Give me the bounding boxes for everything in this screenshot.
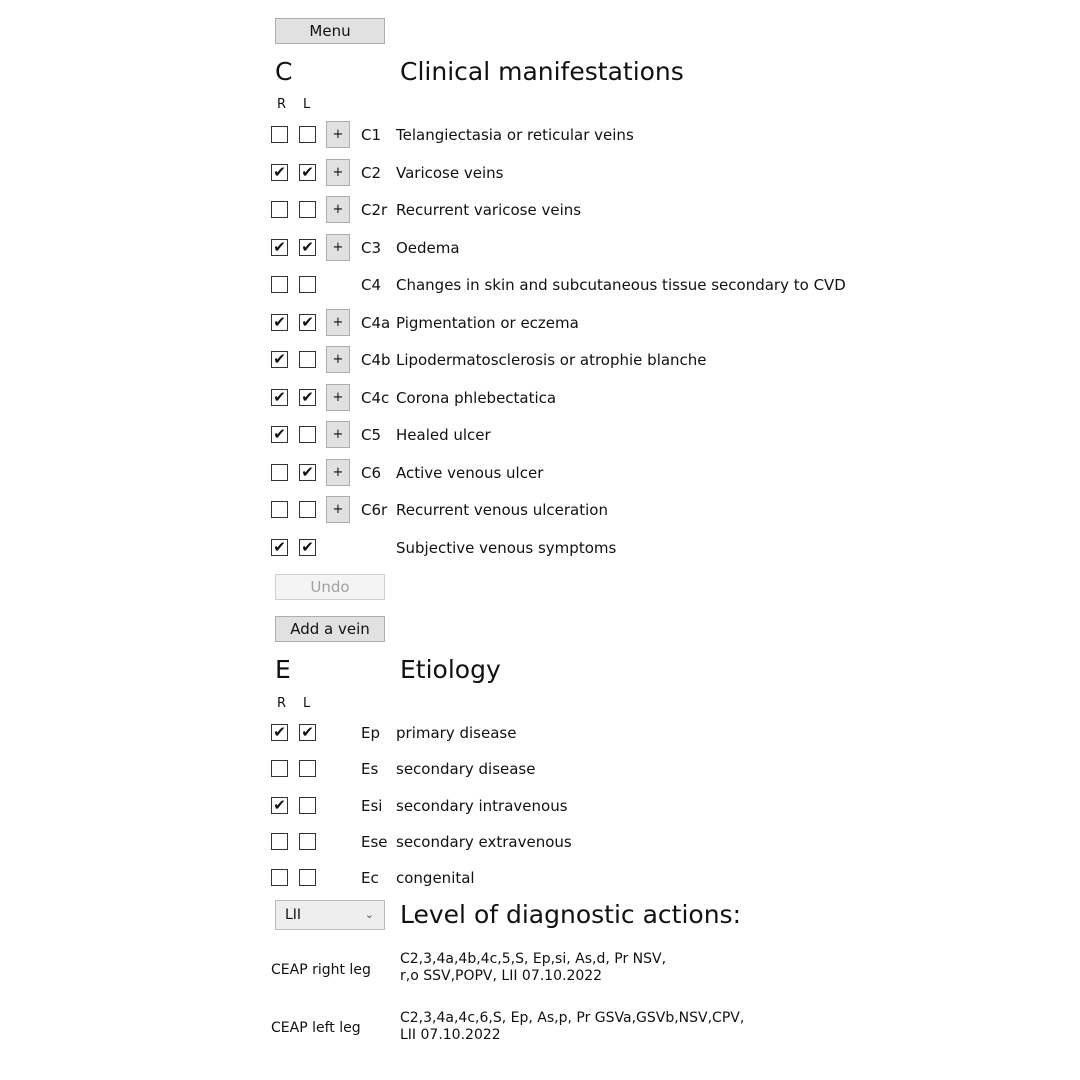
level-title: Level of diagnostic actions: bbox=[400, 900, 741, 929]
add-detail-button[interactable]: + bbox=[326, 121, 350, 148]
row-code: C4c bbox=[361, 388, 390, 407]
checkmark-icon: ✔ bbox=[273, 387, 286, 406]
checkmark-icon: ✔ bbox=[273, 350, 286, 368]
row-description: Changes in skin and subcutaneous tissue secondary to CVD bbox=[396, 276, 846, 294]
checkbox-left[interactable] bbox=[299, 276, 316, 293]
checkbox-left[interactable] bbox=[299, 501, 316, 518]
row-description: Subjective venous symptoms bbox=[396, 538, 617, 557]
checkbox-left[interactable] bbox=[299, 126, 316, 143]
checkmark-icon: ✔ bbox=[273, 425, 286, 443]
checkmark-icon: ✔ bbox=[301, 537, 314, 556]
checkbox-right[interactable] bbox=[271, 501, 288, 518]
etiology-title: Etiology bbox=[400, 655, 501, 684]
checkbox-right[interactable] bbox=[271, 539, 288, 556]
checkbox-right[interactable] bbox=[271, 126, 288, 143]
row-description: Recurrent varicose veins bbox=[396, 201, 582, 219]
checkmark-icon: ✔ bbox=[301, 723, 314, 741]
ceap-right-label: CEAP right leg bbox=[271, 962, 371, 978]
list-item bbox=[270, 237, 970, 261]
checkbox-left[interactable] bbox=[299, 201, 316, 218]
list-item bbox=[270, 349, 970, 373]
add-detail-button[interactable]: + bbox=[326, 346, 350, 373]
list-item bbox=[270, 758, 970, 782]
row-code: Ep bbox=[361, 724, 380, 742]
list-item bbox=[270, 124, 970, 148]
row-code: C2 bbox=[361, 163, 382, 182]
list-item bbox=[270, 795, 970, 819]
section-letter-c: C bbox=[275, 57, 293, 86]
add-vein-button[interactable]: Add a vein bbox=[275, 616, 385, 642]
checkmark-icon: ✔ bbox=[273, 723, 286, 741]
checkbox-left[interactable] bbox=[299, 314, 316, 331]
row-code: C6 bbox=[361, 463, 382, 482]
ceap-left-line-1: C2,3,4a,4c,6,S, Ep, As,p, Pr GSVa,GSVb,NSV,CPV, bbox=[400, 1010, 745, 1026]
row-code: Ec bbox=[361, 869, 379, 887]
row-description: secondary extravenous bbox=[396, 832, 572, 851]
checkbox-right[interactable] bbox=[271, 426, 288, 443]
ceap-left-line-2: LII 07.10.2022 bbox=[400, 1027, 501, 1043]
checkbox-left[interactable] bbox=[299, 724, 316, 741]
add-detail-button[interactable]: + bbox=[326, 384, 350, 411]
list-item bbox=[270, 831, 970, 855]
menu-button[interactable]: Menu bbox=[275, 18, 385, 44]
level-select-value: LII bbox=[285, 907, 302, 923]
list-item bbox=[270, 424, 970, 448]
checkbox-right[interactable] bbox=[271, 164, 288, 181]
row-code: C4b bbox=[361, 351, 391, 369]
add-detail-button[interactable]: + bbox=[326, 196, 350, 223]
list-item bbox=[270, 387, 970, 411]
checkmark-icon: ✔ bbox=[301, 162, 314, 181]
ceap-right-line-2: r,o SSV,POPV, LII 07.10.2022 bbox=[400, 968, 603, 984]
clinical-title: Clinical manifestations bbox=[400, 57, 684, 86]
checkmark-icon: ✔ bbox=[301, 462, 314, 481]
section-letter-e: E bbox=[275, 655, 291, 684]
checkmark-icon: ✔ bbox=[273, 162, 286, 181]
checkbox-left[interactable] bbox=[299, 164, 316, 181]
row-code: C3 bbox=[361, 238, 382, 257]
checkmark-icon: ✔ bbox=[273, 237, 286, 256]
checkbox-left[interactable] bbox=[299, 833, 316, 850]
checkbox-right[interactable] bbox=[271, 351, 288, 368]
checkmark-icon: ✔ bbox=[301, 237, 314, 256]
row-code: Ese bbox=[361, 832, 388, 851]
add-detail-button[interactable]: + bbox=[326, 496, 350, 523]
list-item bbox=[270, 199, 970, 223]
row-description: Corona phlebectatica bbox=[396, 388, 557, 407]
undo-button[interactable]: Undo bbox=[275, 574, 385, 600]
row-description: Oedema bbox=[396, 238, 460, 257]
add-detail-button[interactable]: + bbox=[326, 159, 350, 186]
checkbox-left[interactable] bbox=[299, 389, 316, 406]
add-detail-button[interactable]: + bbox=[326, 234, 350, 261]
row-description: Recurrent venous ulceration bbox=[396, 501, 608, 519]
add-detail-button[interactable]: + bbox=[326, 421, 350, 448]
list-item bbox=[270, 537, 970, 561]
list-item bbox=[270, 162, 970, 186]
row-description: Telangiectasia or reticular veins bbox=[396, 126, 634, 144]
col-l-label: L bbox=[303, 696, 311, 711]
checkbox-left[interactable] bbox=[299, 760, 316, 777]
row-description: Pigmentation or eczema bbox=[396, 313, 579, 332]
row-description: secondary disease bbox=[396, 760, 536, 779]
rl-header-clinical bbox=[277, 97, 329, 112]
col-r-label: R bbox=[277, 97, 287, 112]
row-code: C4a bbox=[361, 313, 391, 332]
checkbox-left[interactable] bbox=[299, 869, 316, 886]
checkbox-right[interactable] bbox=[271, 797, 288, 814]
list-item bbox=[270, 274, 970, 298]
chevron-down-icon: ⌄ bbox=[364, 908, 374, 921]
row-code: C5 bbox=[361, 426, 382, 444]
list-item bbox=[270, 462, 970, 486]
checkbox-right[interactable] bbox=[271, 760, 288, 777]
checkmark-icon: ✔ bbox=[301, 312, 314, 331]
checkbox-left[interactable] bbox=[299, 351, 316, 368]
ceap-right-line-1: C2,3,4a,4b,4c,5,S, Ep,si, As,d, Pr NSV, bbox=[400, 951, 667, 967]
row-description: primary disease bbox=[396, 724, 517, 742]
row-description: congenital bbox=[396, 869, 475, 887]
col-l-label: L bbox=[303, 97, 311, 112]
checkmark-icon: ✔ bbox=[273, 312, 286, 331]
checkbox-right[interactable] bbox=[271, 314, 288, 331]
row-code: Es bbox=[361, 760, 379, 779]
checkbox-right[interactable] bbox=[271, 464, 288, 481]
row-description: secondary intravenous bbox=[396, 796, 568, 815]
checkmark-icon: ✔ bbox=[273, 537, 286, 556]
list-item bbox=[270, 722, 970, 746]
list-item bbox=[270, 867, 970, 891]
row-code: C6r bbox=[361, 501, 388, 519]
checkbox-left[interactable] bbox=[299, 464, 316, 481]
checkmark-icon: ✔ bbox=[273, 795, 286, 814]
checkbox-right[interactable] bbox=[271, 239, 288, 256]
row-code: C1 bbox=[361, 126, 382, 144]
checkbox-left[interactable] bbox=[299, 539, 316, 556]
row-description: Healed ulcer bbox=[396, 426, 491, 444]
list-item bbox=[270, 499, 970, 523]
ceap-right-value bbox=[400, 951, 800, 985]
add-detail-button[interactable]: + bbox=[326, 309, 350, 336]
row-code: C2r bbox=[361, 201, 388, 219]
checkbox-right[interactable] bbox=[271, 201, 288, 218]
ceap-left-label: CEAP left leg bbox=[271, 1020, 361, 1036]
ceap-left-value bbox=[400, 1010, 800, 1044]
level-select[interactable] bbox=[275, 900, 385, 930]
list-item bbox=[270, 312, 970, 336]
row-code: C4 bbox=[361, 276, 382, 294]
checkbox-left[interactable] bbox=[299, 239, 316, 256]
row-description: Active venous ulcer bbox=[396, 463, 544, 482]
checkbox-right[interactable] bbox=[271, 833, 288, 850]
checkbox-left[interactable] bbox=[299, 797, 316, 814]
checkmark-icon: ✔ bbox=[301, 387, 314, 406]
col-r-label: R bbox=[277, 696, 287, 711]
row-code: Esi bbox=[361, 796, 383, 815]
checkbox-left[interactable] bbox=[299, 426, 316, 443]
add-detail-button[interactable]: + bbox=[326, 459, 350, 486]
checkbox-right[interactable] bbox=[271, 389, 288, 406]
row-description: Varicose veins bbox=[396, 163, 504, 182]
checkbox-right[interactable] bbox=[271, 869, 288, 886]
checkbox-right[interactable] bbox=[271, 724, 288, 741]
checkbox-right[interactable] bbox=[271, 276, 288, 293]
rl-header-etiology bbox=[277, 696, 329, 711]
row-description: Lipodermatosclerosis or atrophie blanche bbox=[396, 351, 707, 369]
